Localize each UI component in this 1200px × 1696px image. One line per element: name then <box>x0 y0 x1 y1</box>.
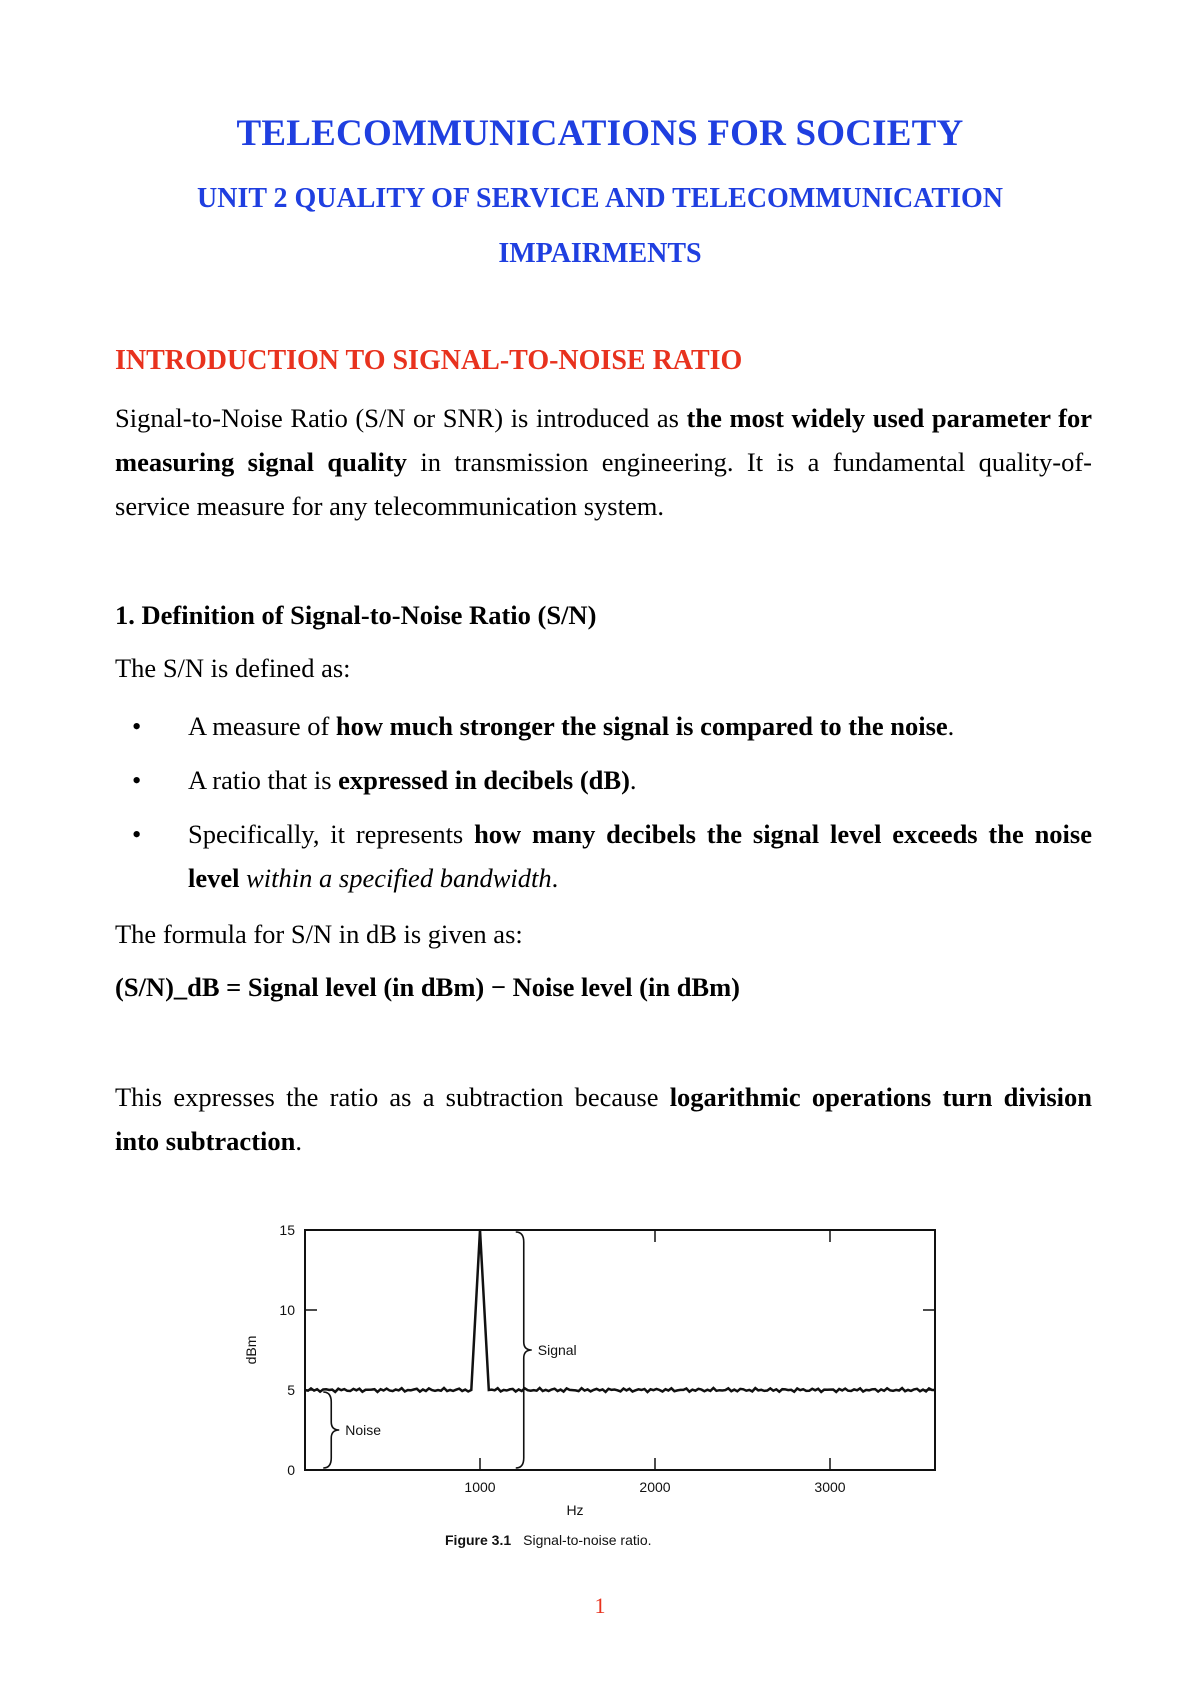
unit-title-line-1: UNIT 2 QUALITY OF SERVICE AND TELECOMMUNICATION <box>197 183 1003 214</box>
figure-caption: Figure 3.1 Signal-to-noise ratio. <box>445 1532 652 1548</box>
bullet-icon: • <box>132 819 142 849</box>
annotation-label: Signal <box>537 1342 577 1358</box>
formula-intro: The formula for S/N in dB is given as: <box>115 919 523 949</box>
unit-title-line-2: IMPAIRMENTS <box>498 238 702 269</box>
document-title: TELECOMMUNICATIONS FOR SOCIETY <box>236 113 964 154</box>
y-axis-label: dBm <box>243 1335 259 1365</box>
intro-paragraph: Signal-to-Noise Ratio (S/N or SNR) is introduced as the most widely used parameter for measuring signal quality in transmission engineering. It is a fundamental quality-of-service measure for any telecommunication system. <box>115 403 1092 521</box>
y-tick-label: 0 <box>287 1462 295 1478</box>
definition-lead: The S/N is defined as: <box>115 653 351 683</box>
x-axis-label: Hz <box>566 1502 584 1518</box>
snr-figure <box>240 1205 960 1555</box>
annotation-label: Noise <box>345 1422 382 1438</box>
y-tick-label: 5 <box>287 1382 295 1398</box>
list-item: • Specifically, it represents how many decibels the signal level exceeds the noise level within a specified bandwidth. <box>115 812 1092 900</box>
y-tick-label: 15 <box>279 1222 295 1238</box>
x-tick-label: 2000 <box>639 1479 671 1495</box>
intro-bold-phrase: the most widely used parameter for measuring signal quality <box>115 403 1092 477</box>
definition-heading: 1. Definition of Signal-to-Noise Ratio (S/N) <box>115 600 597 630</box>
series-line <box>305 1230 935 1392</box>
page-number: 1 <box>594 1593 606 1618</box>
definition-bullet-list <box>115 704 1092 910</box>
annotation-brace <box>323 1392 339 1468</box>
x-tick-label: 1000 <box>464 1479 496 1495</box>
x-tick-label: 3000 <box>814 1479 846 1495</box>
y-tick-label: 10 <box>279 1302 295 1318</box>
bullet-icon: • <box>132 711 142 741</box>
section-heading: INTRODUCTION TO SIGNAL-TO-NOISE RATIO <box>115 345 743 376</box>
explanation-paragraph: This expresses the ratio as a subtraction because logarithmic operations turn division into subtraction. <box>115 1082 1092 1156</box>
list-item: • A measure of how much stronger the signal is compared to the noise. <box>115 704 1092 748</box>
list-item: • A ratio that is expressed in decibels (dB). <box>115 758 1092 802</box>
plot-frame <box>305 1230 935 1470</box>
snr-formula: (S/N)_dB = Signal level (in dBm) − Noise level (in dBm) <box>115 972 741 1002</box>
bullet-icon: • <box>132 765 142 795</box>
annotation-brace <box>516 1232 532 1468</box>
